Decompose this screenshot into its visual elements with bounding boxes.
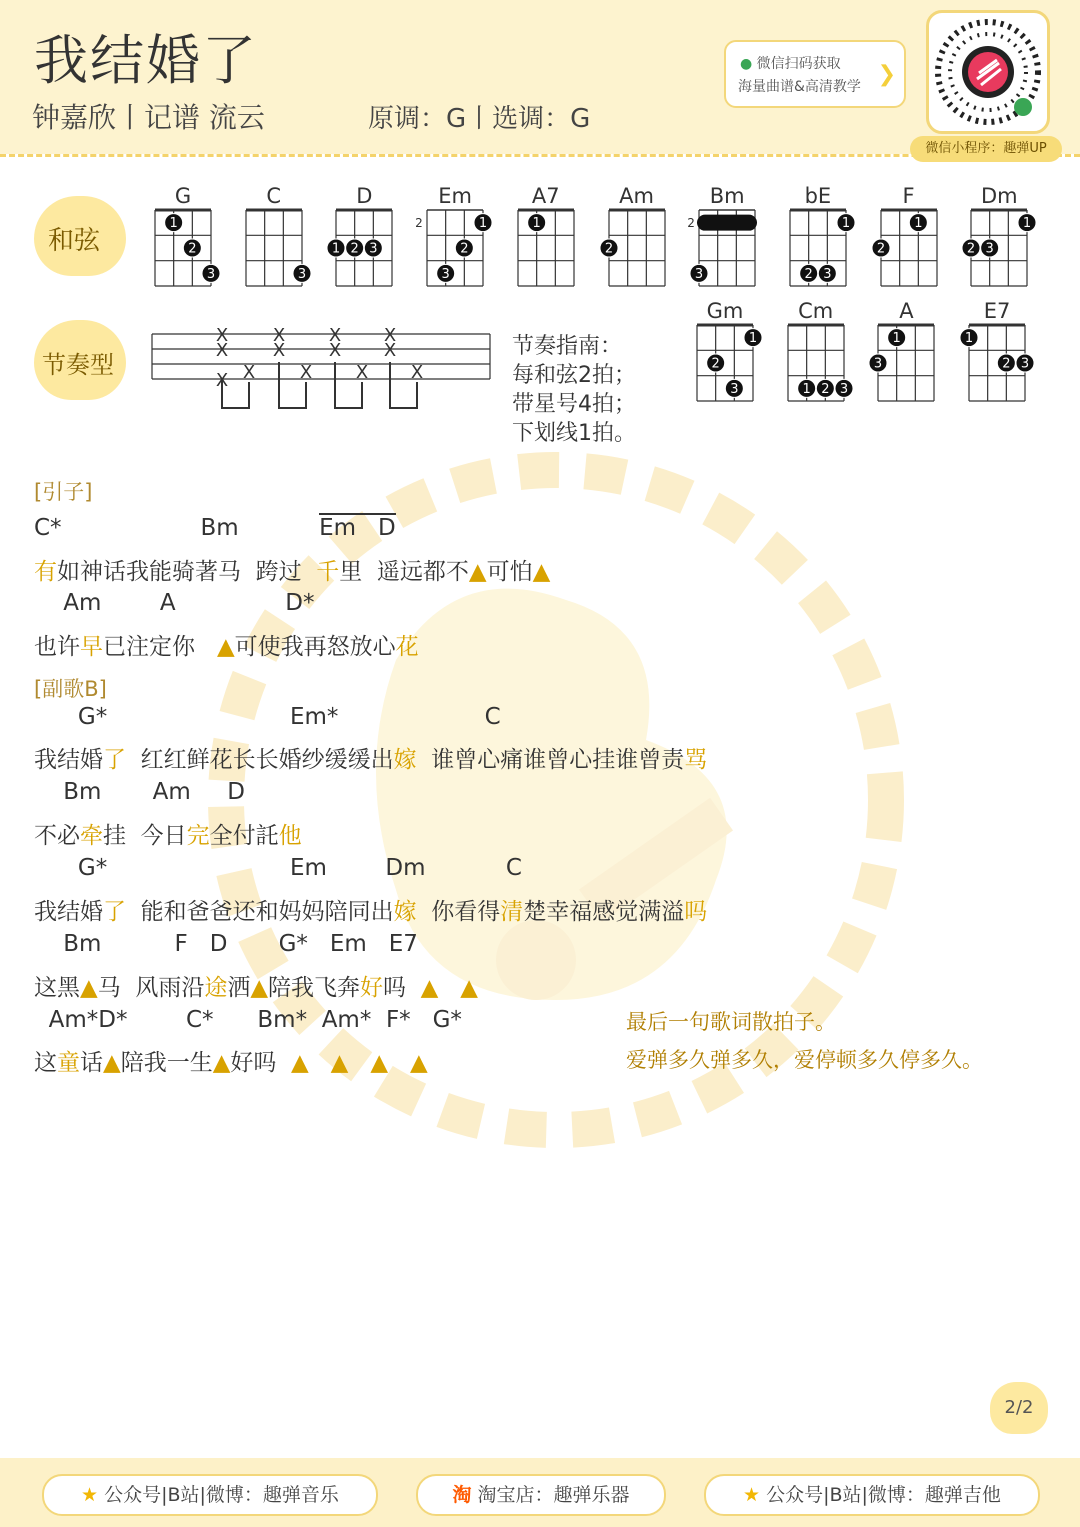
lyric-text: 这黑 [34,975,80,1001]
chord-line: Bm F D G* Em E7 [34,931,418,957]
chord-diagram [333,207,395,289]
finger-number: 1 [913,216,923,232]
highlighted-char: 完 [186,823,210,849]
lyric-text: 红红鲜花长长婚纱缓缓出 [126,747,394,773]
footer-left-text: 公众号|B站|微博：趣弹音乐 [104,1484,339,1506]
footer-link-left[interactable] [42,1474,378,1516]
beat-marker: ▲ [291,1050,309,1076]
star-icon: ★ [81,1484,99,1506]
finger-number: 1 [532,216,541,232]
finger-number: 1 [748,331,758,347]
chord-name: Em [438,184,472,208]
svg-text:X: X [215,340,229,361]
rhythm-guide-line: 每和弦2拍； [512,363,636,388]
lyric-text: 可使我再怒放心 [234,634,396,660]
chord-name: E7 [983,299,1011,323]
qr-label: 微信小程序：趣弹UP [910,136,1062,162]
svg-text:X: X [215,325,229,346]
chord-diagram [515,207,577,289]
beat-marker: ▲ [460,975,478,1001]
svg-text:X: X [272,340,286,361]
chord-diagram [694,322,756,404]
lyric-text: 我结婚 [34,899,103,925]
highlighted-char: 嫁 [393,747,417,773]
svg-text:X: X [383,340,397,361]
lyric-text: 里 遥远都不 [339,559,469,585]
chord-diagram [787,207,849,289]
rhythm-guide-line: 下划线1拍。 [512,421,636,446]
finger-number: 3 [730,381,739,397]
finger-number: 1 [169,216,178,232]
svg-text:X: X [328,340,342,361]
footer-middle-text: 淘宝店：趣弹乐器 [477,1484,630,1506]
underlined-chords: Em D [319,515,396,541]
lyric-text: 楚幸福感觉满溢 [523,899,685,925]
chord-diagram [696,207,758,289]
finger-number: 2 [350,241,360,257]
promo-line2: 海量曲谱&高清教学 [738,79,861,95]
section-tag: [副歌B] [34,677,107,701]
finger-number: 2 [804,266,813,282]
lyric-text: 陪我一生 [120,1050,213,1076]
lyric-text: 好吗 [230,1050,292,1076]
svg-text:X: X [410,362,424,383]
taobao-icon: 淘 [452,1484,472,1506]
lyric-text [388,1050,410,1076]
chord-diagram [424,207,486,289]
highlighted-char: 早 [80,634,103,660]
chord-line: C* Bm Em D [34,515,396,541]
highlighted-char: 途 [204,975,228,1001]
chord-name: C [266,184,282,208]
finger-number: 3 [1020,356,1030,372]
chord-name: Bm [709,184,745,208]
beat-marker: ▲ [330,1050,349,1076]
lyric-line [34,628,419,661]
svg-text:X: X [355,362,369,383]
chord-name: bE [804,184,832,208]
lyric-text: 谁曾心痛谁曾心挂谁曾责 [416,747,685,773]
svg-text:X: X [215,370,229,391]
lyric-text: 我结婚 [34,747,103,773]
lyric-line [34,817,302,850]
chord-diagram [875,322,937,404]
finger-number: 3 [874,356,883,372]
qr-code-icon [929,13,1047,131]
song-title: 我结婚了 [34,29,258,92]
finger-number: 1 [802,381,811,397]
chord-line: Am*D* C* Bm* Am* F* G* [34,1007,462,1033]
lyric-text: 全付託 [209,823,279,849]
finger-number: 2 [460,241,469,257]
chord-diagram [243,207,305,289]
star-icon: ★ [743,1484,761,1506]
lyric-text [438,975,460,1001]
beat-marker: ▲ [532,559,551,585]
highlighted-char: 清 [500,899,524,925]
lyric-text: 这 [34,1050,57,1076]
finger-number: 2 [188,241,197,257]
svg-text:X: X [328,325,342,346]
finger-number: 1 [841,216,851,232]
lyric-text: 不必 [34,823,80,849]
lyric-line [34,1044,428,1077]
qr-code[interactable] [926,10,1050,134]
lyric-text: 马 风雨沿 [97,975,205,1001]
footer-link-right[interactable] [704,1474,1040,1516]
highlighted-char: 了 [103,747,126,773]
chord-line: G* Em* C [34,704,501,730]
beat-marker: ▲ [212,1050,231,1076]
finger-number: 2 [820,381,830,397]
svg-text:X: X [383,325,397,346]
rhythm-guide-line: 带星号4拍； [512,392,636,417]
svg-text:X: X [242,362,256,383]
finger-number: 1 [964,331,974,347]
lyric-line [34,893,707,926]
finger-number: 3 [823,266,832,282]
wechat-icon: ● 微信扫码获取 [740,56,841,72]
finger-number: 3 [985,241,995,257]
lyric-text: 陪我飞奔 [268,975,361,1001]
chord-name: F [902,184,915,208]
lyric-text: 能和爸爸还和妈妈陪同出 [126,899,394,925]
performance-note: 最后一句歌词散拍子。 [626,1010,836,1034]
finger-number: 2 [711,356,720,372]
finger-number: 2 [876,241,885,257]
beat-marker: ▲ [216,634,235,660]
lyric-text: 洒 [227,975,251,1001]
rhythm-pattern [152,322,492,414]
fret-start-label: 2 [415,216,423,230]
finger-number: 1 [332,241,341,257]
chevron-right-icon: ❯ [877,62,896,87]
chord-diagram [606,207,668,289]
svg-text:X: X [299,362,313,383]
rhythm-guide-line: 节奏指南： [512,334,623,359]
lyric-text: 挂 今日 [103,823,187,849]
chord-name: A7 [531,184,560,208]
finger-number: 3 [297,266,306,282]
lyric-line [34,553,550,586]
chord-name: Dm [980,184,1018,208]
chord-name: A [899,299,914,323]
finger-number: 3 [369,241,378,257]
chord-diagram [966,322,1028,404]
finger-number: 3 [441,266,450,282]
lyric-text: 如神话我能骑著马 跨过 [57,559,317,585]
highlighted-char: 花 [395,634,419,660]
highlighted-char: 童 [57,1050,80,1076]
finger-number: 3 [839,381,848,397]
beat-marker: ▲ [80,975,98,1001]
chord-name: Cm [798,299,834,323]
highlighted-char: 骂 [684,747,708,773]
finger-number: 2 [604,241,613,257]
highlighted-char: 嫁 [393,899,417,925]
beat-marker: ▲ [409,1050,428,1076]
finger-number: 1 [892,331,902,347]
lyric-text: 已注定你 [103,634,217,660]
finger-number: 1 [1023,216,1032,232]
finger-number: 2 [1002,356,1011,372]
svg-text:X: X [272,325,286,346]
chord-diagram [152,207,214,289]
finger-number: 1 [478,216,488,232]
lyric-line [34,969,478,1002]
chord-name: G [174,184,192,208]
chord-line: Bm Am D [34,779,246,805]
lyric-line [34,741,707,774]
promo-line1: 微信扫码获取 [756,56,841,72]
highlighted-char: 千 [316,559,340,585]
lyric-text: 吗 [383,975,421,1001]
lyric-text: 可怕 [486,559,533,585]
chord-line: Am A D* [34,590,315,616]
footer-right-text: 公众号|B站|微博：趣弹吉他 [766,1484,1001,1506]
page-number: 2/2 [990,1382,1048,1434]
lyric-text: 话 [80,1050,103,1076]
section-tag: [引子] [34,480,93,504]
chord-name: Gm [706,299,744,323]
chord-name: D [356,184,373,208]
lyric-text: 也许 [34,634,80,660]
song-artist: 钟嘉欣丨记谱 流云 [32,101,265,134]
highlighted-char: 牵 [80,823,103,849]
highlighted-char: 有 [34,559,57,585]
beat-marker: ▲ [250,975,269,1001]
beat-marker: ▲ [420,975,439,1001]
performance-note: 爱弹多久弹多久，爱停顿多久停多久。 [626,1048,983,1072]
beat-marker: ▲ [468,559,487,585]
lyric-text [309,1050,331,1076]
chord-name: Am [619,184,654,208]
chord-diagram [878,207,940,289]
lyric-text [348,1050,370,1076]
chord-diagram [785,322,847,404]
highlighted-char: 吗 [684,899,708,925]
finger-number: 2 [967,241,976,257]
footer-link-middle[interactable] [416,1474,666,1516]
finger-number: 3 [695,266,704,282]
rhythm-guide [512,332,636,448]
highlighted-char: 他 [278,823,302,849]
barre-marker [697,215,757,231]
beat-marker: ▲ [103,1050,121,1076]
promo-card[interactable] [724,40,906,108]
finger-number: 3 [206,266,216,282]
highlighted-char: 好 [360,975,384,1001]
chord-line: G* Em Dm C [34,855,522,881]
chords-section-label: 和弦 [48,226,101,256]
chord-diagram [968,207,1030,289]
beat-marker: ▲ [370,1050,389,1076]
highlighted-char: 了 [103,899,126,925]
fret-start-label: 2 [687,216,695,230]
key-info: 原调：G丨选调：G [368,104,591,134]
lyric-text: 你看得 [416,899,501,925]
rhythm-section-label: 节奏型 [42,351,114,379]
